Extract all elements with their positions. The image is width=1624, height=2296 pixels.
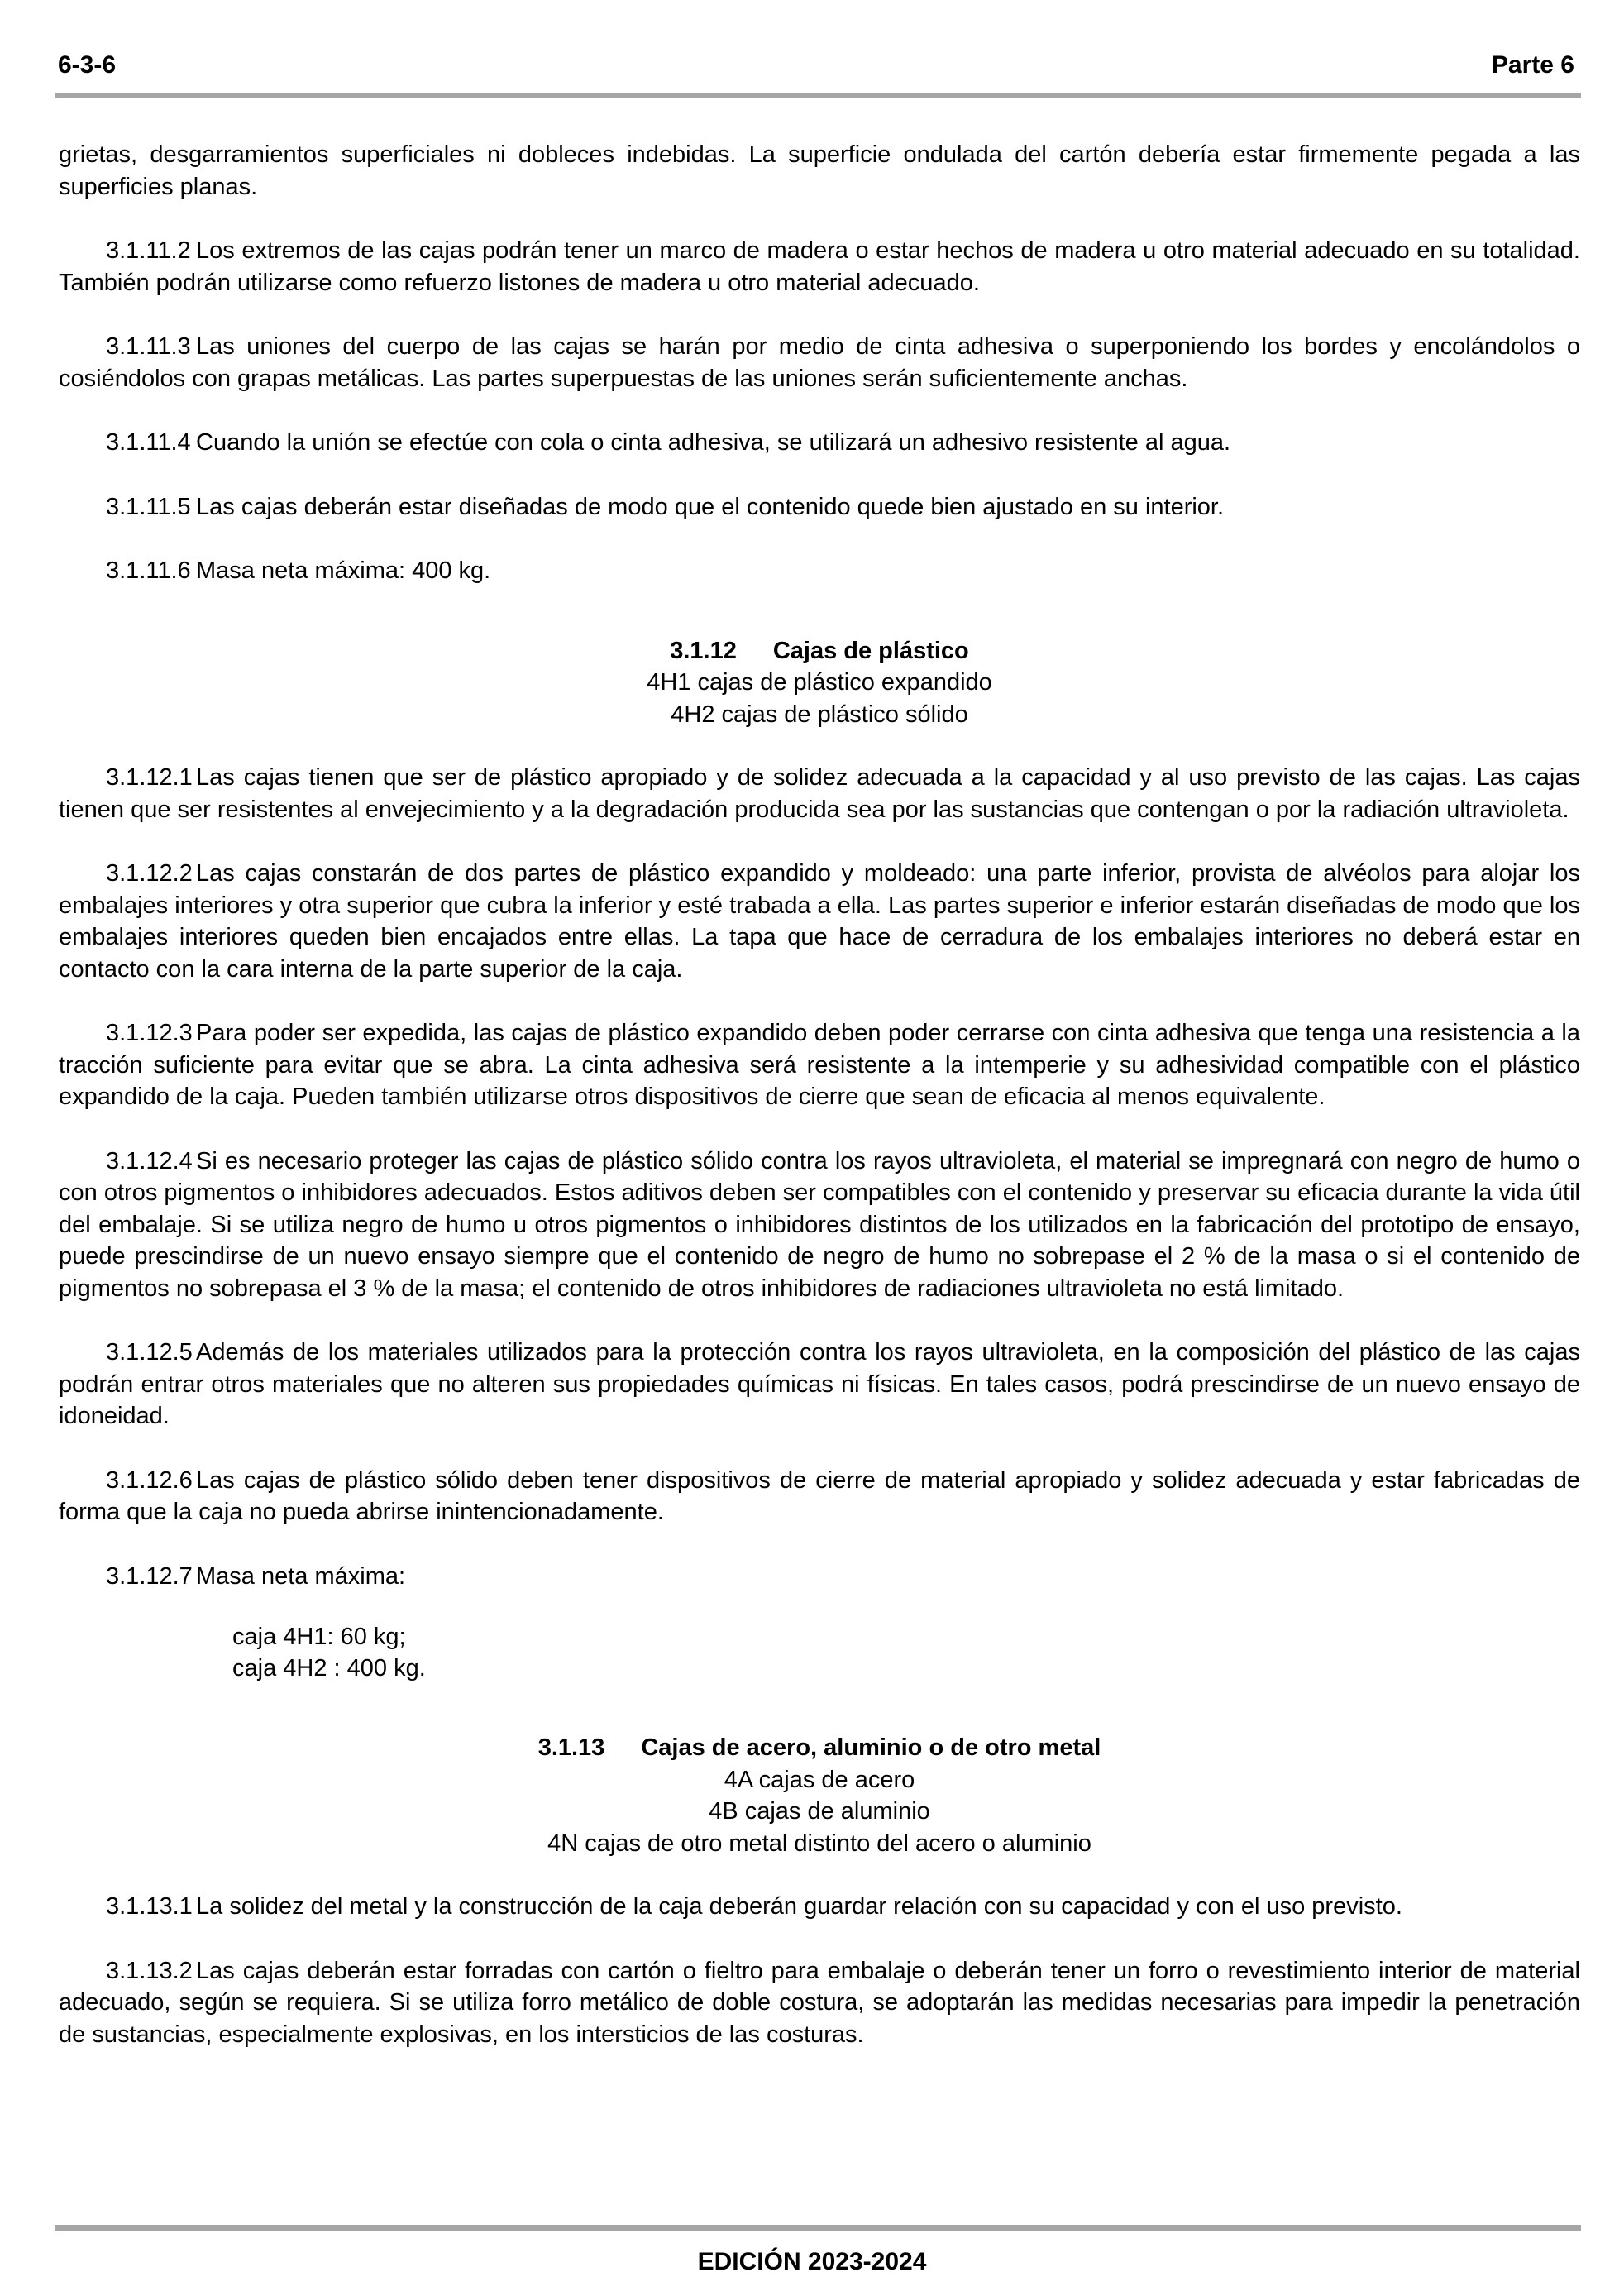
paragraph-3-1-11-6 bbox=[59, 555, 1580, 587]
section-title-text: Cajas de plástico bbox=[772, 637, 969, 664]
section-number: 3.1.12 bbox=[670, 637, 737, 664]
paragraph-3-1-11-5 bbox=[59, 491, 1580, 524]
paragraph-text: Las cajas de plástico sólido deben tener dispositivos de cierre de material apropiado y solidez adecuada y estar fabricadas de forma que la caja no pueda abrirse inintencionadamente. bbox=[59, 1466, 1580, 1525]
edition-footer: EDICIÓN 2023-2024 bbox=[697, 2248, 927, 2275]
paragraph-3-1-13-2 bbox=[59, 1955, 1580, 2051]
section-subline: 4A cajas de acero bbox=[724, 1766, 915, 1793]
section-subline: 4B cajas de aluminio bbox=[709, 1798, 930, 1825]
paragraph-3-1-11-3 bbox=[59, 331, 1580, 395]
paragraph-number: 3.1.12.5 bbox=[106, 1339, 193, 1366]
paragraph-number: 3.1.11.5 bbox=[106, 493, 191, 520]
paragraph-number: 3.1.13.2 bbox=[106, 1957, 193, 1984]
paragraph-text: Las cajas deberán estar forradas con cartón o fieltro para embalaje o deberán tener un forro o revestimiento interior de material adecuado, según se requiera. Si se utiliza forro metálico de doble costura, se adoptarán las medidas necesarias para impedir la penetración de sustancias, especialmente explosivas, en los intersticios de las costuras. bbox=[59, 1957, 1580, 2048]
paragraph-text: Si es necesario proteger las cajas de plástico sólido contra los rayos ultravioleta, el material se impregnará con negro de humo o con otros pigmentos o inhibidores adecuados. Estos aditivos deben ser compatibles con el contenido y preservar su eficacia durante la vida útil del embalaje. Si se utiliza negro de humo u otros pigmentos o inhibidores distintos de los utilizados en la fabricación del prototipo de ensayo, puede prescindirse de un nuevo ensayo siempre que el contenido de negro de humo no sobrepase el 2 % de la masa o si el contenido de pigmentos no sobrepasa el 3 % de la masa; el contenido de otros inhibidores de radiaciones ultravioleta no está limitado. bbox=[59, 1147, 1580, 1302]
list-item: caja 4H1: 60 kg; bbox=[232, 1624, 406, 1650]
paragraph-text: Para poder ser expedida, las cajas de plástico expandido deben poder cerrarse con cinta adhesiva que tenga una resistencia a la tracción suficiente para evitar que se abra. La cinta adhesiva será resistente a la intemperie y su adhesividad compatible con el plástico expandido de la caja. Pueden también utilizarse otros dispositivos de cierre que sean de eficacia al menos equivalente. bbox=[59, 1020, 1580, 1110]
paragraph-3-1-12-4 bbox=[59, 1146, 1580, 1305]
paragraph-text: Cuando la unión se efectúe con cola o cinta adhesiva, se utilizará un adhesivo resistente al agua. bbox=[196, 429, 1231, 456]
paragraph-text: La solidez del metal y la construcción de la caja deberán guardar relación con su capacidad y con el uso previsto. bbox=[196, 1893, 1402, 1920]
paragraph-number: 3.1.12.7 bbox=[106, 1562, 193, 1590]
section-heading-3-1-12 bbox=[59, 635, 1580, 731]
paragraph-3-1-12-3 bbox=[59, 1017, 1580, 1113]
paragraph-number: 3.1.13.1 bbox=[106, 1893, 193, 1920]
paragraph-number: 3.1.11.2 bbox=[106, 237, 191, 264]
section-heading-3-1-13 bbox=[59, 1732, 1580, 1859]
paragraph-3-1-11-4 bbox=[59, 427, 1580, 459]
page-number-header: 6-3-6 bbox=[58, 51, 117, 79]
footer-rule bbox=[55, 2225, 1581, 2231]
paragraph-number: 3.1.11.3 bbox=[106, 333, 191, 360]
paragraph-number: 3.1.12.2 bbox=[106, 860, 193, 887]
paragraph-text: Las cajas deberán estar diseñadas de modo que el contenido quede bien ajustado en su interior. bbox=[196, 493, 1225, 520]
paragraph-text: Masa neta máxima: 400 kg. bbox=[196, 557, 491, 584]
paragraph-number: 3.1.11.4 bbox=[106, 429, 191, 456]
paragraph-3-1-12-5 bbox=[59, 1337, 1580, 1433]
section-subline: 4H1 cajas de plástico expandido bbox=[647, 669, 992, 696]
section-subline: 4H2 cajas de plástico sólido bbox=[671, 701, 968, 728]
document-body bbox=[59, 139, 1580, 2083]
paragraph-3-1-12-2 bbox=[59, 858, 1580, 985]
paragraph-3-1-12-7 bbox=[59, 1561, 1580, 1593]
paragraph-text: Las cajas tienen que ser de plástico apropiado y de solidez adecuada a la capacidad y al uso previsto de las cajas. Las cajas tienen que ser resistentes al envejecimiento y a la degradación producida sea por las sustancias que contengan o por la radiación ultravioleta. bbox=[59, 764, 1580, 823]
part-header: Parte 6 bbox=[1491, 51, 1574, 79]
paragraph-text: Las uniones del cuerpo de las cajas se harán por medio de cinta adhesiva o superponiendo los bordes y encolándolos o cosiéndolos con grapas metálicas. Las partes superpuestas de las uniones serán suficientemente anchas. bbox=[59, 333, 1580, 392]
section-title bbox=[59, 1732, 1580, 1764]
section-title-text: Cajas de acero, aluminio o de otro metal bbox=[641, 1734, 1101, 1761]
paragraph-number: 3.1.11.6 bbox=[106, 557, 191, 584]
paragraph-3-1-13-1 bbox=[59, 1891, 1580, 1923]
paragraph-text: Masa neta máxima: bbox=[196, 1562, 406, 1590]
paragraph-number: 3.1.12.6 bbox=[106, 1466, 193, 1494]
intro-paragraph: grietas, desgarramientos superficiales ni dobleces indebidas. La superficie ondulada del cartón debería estar firmemente pegada a las superficies planas. bbox=[59, 141, 1580, 200]
paragraph-text: Las cajas constarán de dos partes de plástico expandido y moldeado: una parte inferior, provista de alvéolos para alojar los embalajes interiores y otra superior que cubra la inferior y esté trabada a ella. Las partes superior e inferior estarán diseñadas de modo que los embalajes interiores queden bien encajados entre ellas. La tapa que hace de cerradura de los embalajes interiores no deberá estar en contacto con la cara interna de la parte superior de la caja. bbox=[59, 860, 1580, 983]
header-rule bbox=[55, 93, 1581, 98]
paragraph-text: Además de los materiales utilizados para la protección contra los rayos ultravioleta, en la composición del plástico de las cajas podrán entrar otros materiales que no alteren sus propiedades químicas ni físicas. En tales casos, podrá prescindirse de un nuevo ensayo de idoneidad. bbox=[59, 1339, 1580, 1429]
paragraph-number: 3.1.12.1 bbox=[106, 764, 193, 791]
list-item: caja 4H2 : 400 kg. bbox=[232, 1655, 426, 1681]
mass-list bbox=[232, 1621, 1580, 1684]
paragraph-3-1-11-2 bbox=[59, 235, 1580, 299]
section-number: 3.1.13 bbox=[537, 1734, 605, 1761]
section-title bbox=[59, 635, 1580, 667]
paragraph-number: 3.1.12.4 bbox=[106, 1147, 193, 1174]
paragraph-text: Los extremos de las cajas podrán tener un marco de madera o estar hechos de madera u otro material adecuado en su totalidad. También podrán utilizarse como refuerzo listones de madera u otro material adecuado. bbox=[59, 237, 1580, 296]
paragraph-3-1-12-6 bbox=[59, 1465, 1580, 1528]
section-subline: 4N cajas de otro metal distinto del acero o aluminio bbox=[547, 1830, 1091, 1857]
paragraph-number: 3.1.12.3 bbox=[106, 1020, 193, 1046]
paragraph-3-1-12-1 bbox=[59, 762, 1580, 825]
